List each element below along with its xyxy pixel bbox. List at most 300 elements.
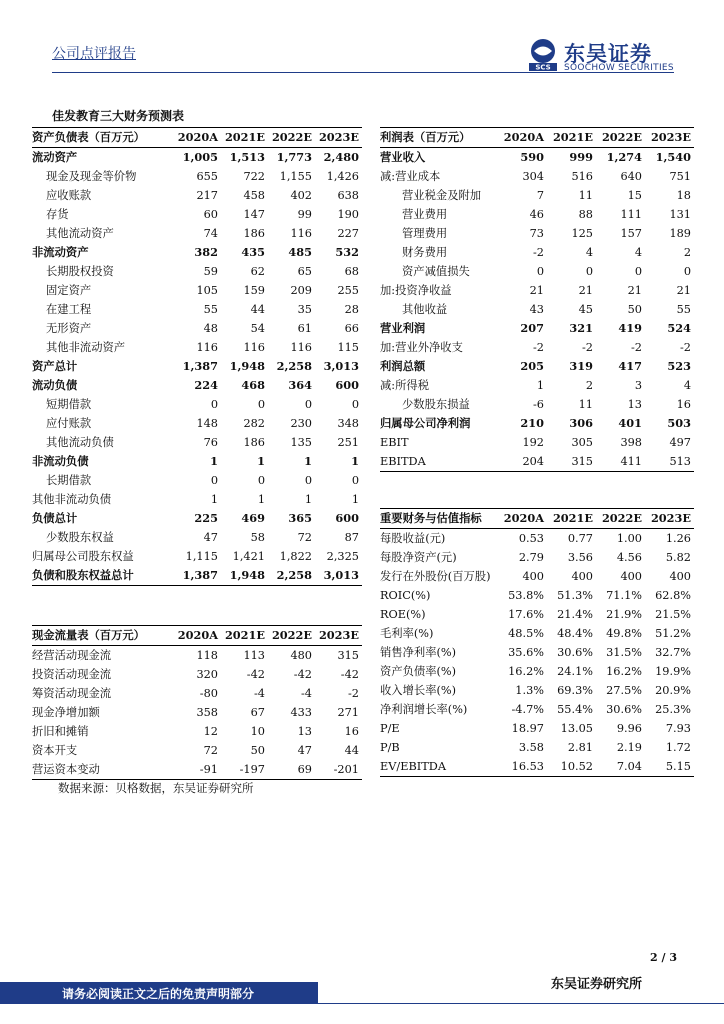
value-cell: 4 — [683, 379, 691, 392]
row-label: P/E — [380, 722, 400, 735]
table-row — [380, 224, 694, 243]
value-cell: -2 — [581, 341, 593, 354]
value-cell: 2.79 — [518, 551, 544, 564]
value-cell: 0 — [304, 398, 312, 411]
value-cell: 18.97 — [511, 722, 544, 735]
table-row — [32, 205, 362, 224]
table-title: 资产负债表（百万元） — [32, 128, 174, 148]
value-cell: 364 — [288, 378, 312, 392]
value-cell: 600 — [335, 511, 359, 525]
row-label: 负债和股东权益总计 — [32, 566, 174, 586]
value-cell: 20.9% — [655, 684, 691, 697]
value-cell: 76 — [203, 436, 218, 449]
row-label: 流动资产 — [32, 150, 78, 164]
table-row — [380, 338, 694, 357]
table-row — [380, 452, 694, 472]
value-cell: 186 — [243, 436, 265, 449]
value-cell: 433 — [290, 706, 312, 719]
row-label: EBITDA — [380, 452, 498, 472]
value-cell: -201 — [315, 760, 362, 780]
table-row — [380, 586, 694, 605]
value-cell: 58 — [250, 531, 265, 544]
balance-sheet-table — [32, 127, 362, 586]
value-cell: 3.56 — [567, 551, 593, 564]
table-row — [32, 300, 362, 319]
table-title: 现金流量表（百万元） — [32, 626, 174, 646]
value-cell: 2 — [585, 379, 593, 392]
table-row — [380, 643, 694, 662]
year-header: 2023E — [315, 626, 362, 646]
value-cell: 135 — [290, 436, 312, 449]
cash-flow-table — [32, 625, 362, 780]
value-cell: 319 — [569, 359, 593, 373]
value-cell: 458 — [243, 189, 265, 202]
value-cell: 30.6% — [606, 703, 642, 716]
row-label: 其他非流动资产 — [46, 341, 126, 354]
value-cell: -42 — [340, 668, 359, 681]
row-label: 归属母公司股东权益 — [32, 550, 134, 563]
table-row — [380, 319, 694, 338]
value-cell: 217 — [196, 189, 218, 202]
table-row — [380, 738, 694, 757]
table-row — [380, 243, 694, 262]
value-cell: 3.58 — [518, 741, 544, 754]
value-cell: 16.2% — [508, 665, 544, 678]
value-cell: 131 — [669, 208, 691, 221]
value-cell: 88 — [578, 208, 593, 221]
value-cell: 1 — [257, 454, 265, 468]
value-cell: 66 — [344, 322, 359, 335]
row-label: 现金及现金等价物 — [46, 170, 137, 183]
row-label: 短期借款 — [46, 398, 92, 411]
value-cell: 69 — [268, 760, 315, 780]
year-header: 2020A — [498, 509, 547, 529]
value-cell: 207 — [520, 321, 544, 335]
value-cell: 590 — [520, 150, 544, 164]
value-cell: 11 — [578, 189, 593, 202]
value-cell: 50 — [627, 303, 642, 316]
value-cell: 30.6% — [557, 646, 593, 659]
value-cell: 16.2% — [606, 665, 642, 678]
row-label: 资本开支 — [32, 744, 78, 757]
value-cell: 116 — [243, 341, 265, 354]
value-cell: 655 — [196, 170, 218, 183]
row-label: 减:所得税 — [380, 379, 429, 392]
value-cell: 111 — [620, 208, 642, 221]
value-cell: 400 — [669, 570, 691, 583]
value-cell: 21.5% — [655, 608, 691, 621]
row-label: 少数股东权益 — [46, 531, 114, 544]
value-cell: 18 — [676, 189, 691, 202]
value-cell: -4 — [300, 687, 312, 700]
row-label: 发行在外股份(百万股) — [380, 570, 491, 583]
table-row — [32, 528, 362, 547]
table-row — [32, 243, 362, 262]
row-label: 营业收入 — [380, 150, 426, 164]
year-header: 2022E — [596, 128, 645, 148]
value-cell: 47 — [203, 531, 218, 544]
table-row — [380, 681, 694, 700]
value-cell: 45 — [578, 303, 593, 316]
value-cell: 400 — [620, 570, 642, 583]
table-row — [380, 205, 694, 224]
value-cell: 1,005 — [182, 150, 218, 164]
row-label: 收入增长率(%) — [380, 684, 457, 697]
value-cell: 28 — [344, 303, 359, 316]
value-cell: 7.93 — [665, 722, 691, 735]
year-header: 2021E — [221, 128, 268, 148]
value-cell: 417 — [618, 359, 642, 373]
value-cell: 157 — [620, 227, 642, 240]
value-cell: 209 — [290, 284, 312, 297]
table-row — [380, 300, 694, 319]
value-cell: 1 — [210, 454, 218, 468]
value-cell: -6 — [532, 398, 544, 411]
row-label: 非流动负债 — [32, 454, 89, 468]
key-indicators-table — [380, 508, 694, 777]
row-label: 在建工程 — [46, 303, 92, 316]
value-cell: 60 — [203, 208, 218, 221]
value-cell: 2 — [683, 246, 691, 259]
value-cell: 1 — [351, 454, 359, 468]
row-label: 其他流动负债 — [46, 436, 114, 449]
value-cell: -4 — [253, 687, 265, 700]
row-label: 毛利率(%) — [380, 627, 434, 640]
value-cell: 304 — [522, 170, 544, 183]
value-cell: 115 — [337, 341, 359, 354]
value-cell: 0.77 — [567, 532, 593, 545]
table-row — [32, 433, 362, 452]
table-row — [32, 509, 362, 528]
row-label: 其他流动资产 — [46, 227, 114, 240]
value-cell: 87 — [344, 531, 359, 544]
header-divider — [52, 72, 674, 73]
value-cell: 72 — [297, 531, 312, 544]
value-cell: 61 — [297, 322, 312, 335]
value-cell: 67 — [250, 706, 265, 719]
row-label: 加:投资净收益 — [380, 284, 452, 297]
row-label: 营运资本变动 — [32, 760, 174, 780]
value-cell: 1 — [257, 493, 265, 506]
value-cell: 9.96 — [616, 722, 642, 735]
value-cell: 1.26 — [665, 532, 691, 545]
table-row — [32, 338, 362, 357]
value-cell: 532 — [335, 245, 359, 259]
value-cell: 469 — [241, 511, 265, 525]
value-cell: 358 — [196, 706, 218, 719]
value-cell: 3 — [634, 379, 642, 392]
row-label: 现金净增加额 — [32, 706, 100, 719]
table-header-row — [32, 128, 362, 148]
row-label: 经营活动现金流 — [32, 649, 112, 662]
row-label: 销售净利率(%) — [380, 646, 457, 659]
value-cell: -91 — [174, 760, 221, 780]
table-row — [380, 262, 694, 281]
value-cell: 44 — [344, 744, 359, 757]
value-cell: 35 — [297, 303, 312, 316]
value-cell: 999 — [569, 150, 593, 164]
value-cell: 348 — [337, 417, 359, 430]
value-cell: 4 — [585, 246, 593, 259]
value-cell: 7.04 — [596, 757, 645, 777]
row-label: 长期股权投资 — [46, 265, 114, 278]
value-cell: 1,948 — [221, 566, 268, 586]
value-cell: 503 — [667, 416, 691, 430]
value-cell: 751 — [669, 170, 691, 183]
value-cell: 74 — [203, 227, 218, 240]
table-header-row — [380, 128, 694, 148]
value-cell: 113 — [243, 649, 265, 662]
value-cell: 255 — [337, 284, 359, 297]
row-label: 应付账款 — [46, 417, 92, 430]
value-cell: 47 — [297, 744, 312, 757]
value-cell: 638 — [337, 189, 359, 202]
value-cell: 55 — [676, 303, 691, 316]
table-row — [380, 148, 694, 168]
row-label: 每股净资产(元) — [380, 551, 457, 564]
row-label: 折旧和摊销 — [32, 725, 89, 738]
value-cell: 1 — [304, 493, 312, 506]
value-cell: 640 — [620, 170, 642, 183]
table-row — [32, 665, 362, 684]
value-cell: 435 — [241, 245, 265, 259]
year-header: 2022E — [268, 128, 315, 148]
value-cell: 1,513 — [229, 150, 265, 164]
value-cell: 50 — [250, 744, 265, 757]
value-cell: 321 — [569, 321, 593, 335]
table-row — [380, 624, 694, 643]
row-label: 其他非流动负债 — [32, 493, 112, 506]
value-cell: 205 — [520, 359, 544, 373]
value-cell: 1,540 — [655, 150, 691, 164]
value-cell: 516 — [571, 170, 593, 183]
value-cell: 400 — [522, 570, 544, 583]
value-cell: 2,325 — [326, 550, 359, 563]
value-cell: 13 — [297, 725, 312, 738]
value-cell: 25.3% — [655, 703, 691, 716]
row-label: 利润总额 — [380, 359, 426, 373]
table-row — [32, 395, 362, 414]
table-row — [32, 148, 362, 168]
row-label: 加:营业外净收支 — [380, 341, 463, 354]
value-cell: -2 — [532, 246, 544, 259]
row-label: 净利润增长率(%) — [380, 703, 468, 716]
value-cell: 13.05 — [560, 722, 593, 735]
value-cell: 192 — [522, 436, 544, 449]
value-cell: -42 — [246, 668, 265, 681]
value-cell: 59 — [203, 265, 218, 278]
logo-name-en: SOOCHOW SECURITIES — [564, 63, 674, 73]
value-cell: 523 — [667, 359, 691, 373]
report-type-label: 公司点评报告 — [52, 46, 136, 62]
value-cell: 411 — [596, 452, 645, 472]
value-cell: 4 — [634, 246, 642, 259]
value-cell: 225 — [194, 511, 218, 525]
value-cell: 227 — [337, 227, 359, 240]
value-cell: 5.82 — [665, 551, 691, 564]
value-cell: 27.5% — [606, 684, 642, 697]
value-cell: 2,480 — [323, 150, 359, 164]
table-row — [32, 262, 362, 281]
value-cell: 116 — [196, 341, 218, 354]
value-cell: 55.4% — [557, 703, 593, 716]
value-cell: 51.3% — [557, 589, 593, 602]
value-cell: 251 — [337, 436, 359, 449]
value-cell: 0 — [351, 474, 359, 487]
footer-institute-name: 东吴证券研究所 — [551, 977, 643, 992]
row-label: 其他收益 — [402, 303, 448, 316]
value-cell: -42 — [293, 668, 312, 681]
row-label: 减:营业成本 — [380, 170, 441, 183]
value-cell: 419 — [618, 321, 642, 335]
value-cell: 53.8% — [508, 589, 544, 602]
value-cell: 320 — [196, 668, 218, 681]
value-cell: -2 — [347, 687, 359, 700]
value-cell: 1.00 — [616, 532, 642, 545]
row-label: 应收账款 — [46, 189, 92, 202]
value-cell: 1,421 — [232, 550, 265, 563]
value-cell: 21 — [578, 284, 593, 297]
value-cell: 0 — [257, 474, 265, 487]
data-source-note: 数据来源：贝格数据，东吴证券研究所 — [58, 781, 254, 795]
value-cell: 48.5% — [508, 627, 544, 640]
value-cell: 0.53 — [518, 532, 544, 545]
value-cell: 31.5% — [606, 646, 642, 659]
value-cell: 51.2% — [655, 627, 691, 640]
value-cell: 722 — [243, 170, 265, 183]
value-cell: 271 — [337, 706, 359, 719]
year-header: 2021E — [547, 128, 596, 148]
value-cell: 147 — [243, 208, 265, 221]
row-label: 资产总计 — [32, 359, 78, 373]
table-row — [380, 414, 694, 433]
value-cell: 315 — [337, 649, 359, 662]
table-row — [380, 167, 694, 186]
value-cell: 306 — [569, 416, 593, 430]
value-cell: 16.53 — [498, 757, 547, 777]
year-header: 2022E — [268, 626, 315, 646]
row-label: 资产减值损失 — [402, 265, 470, 278]
row-label: 非流动资产 — [32, 245, 89, 259]
row-label: 资产负债率(%) — [380, 665, 457, 678]
value-cell: 230 — [290, 417, 312, 430]
table-row — [32, 684, 362, 703]
value-cell: 99 — [297, 208, 312, 221]
value-cell: 401 — [618, 416, 642, 430]
table-row — [380, 567, 694, 586]
value-cell: 73 — [529, 227, 544, 240]
year-header: 2023E — [315, 128, 362, 148]
value-cell: 16 — [676, 398, 691, 411]
value-cell: 4.56 — [616, 551, 642, 564]
value-cell: 125 — [571, 227, 593, 240]
table-row — [32, 281, 362, 300]
table-row — [380, 357, 694, 376]
table-row — [32, 452, 362, 471]
value-cell: -2 — [630, 341, 642, 354]
value-cell: -2 — [532, 341, 544, 354]
value-cell: 71.1% — [606, 589, 642, 602]
value-cell: 1,274 — [606, 150, 642, 164]
value-cell: 21.4% — [557, 608, 593, 621]
table-row — [32, 741, 362, 760]
value-cell: 1,387 — [174, 566, 221, 586]
value-cell: 398 — [620, 436, 642, 449]
value-cell: 305 — [571, 436, 593, 449]
company-logo — [526, 38, 686, 74]
table-row — [32, 319, 362, 338]
value-cell: 17.6% — [508, 608, 544, 621]
logo-mark-icon — [526, 38, 560, 72]
table-row — [32, 722, 362, 741]
value-cell: 1,387 — [182, 359, 218, 373]
table-row — [32, 490, 362, 509]
value-cell: 189 — [669, 227, 691, 240]
value-cell: 204 — [498, 452, 547, 472]
value-cell: 497 — [669, 436, 691, 449]
value-cell: 3,013 — [315, 566, 362, 586]
table-row — [380, 700, 694, 719]
value-cell: 1.3% — [515, 684, 544, 697]
value-cell: 48 — [203, 322, 218, 335]
row-label: 投资活动现金流 — [32, 668, 112, 681]
value-cell: 2,258 — [276, 359, 312, 373]
value-cell: 1.72 — [665, 741, 691, 754]
year-header: 2020A — [174, 626, 221, 646]
value-cell: 2,258 — [268, 566, 315, 586]
table-header-row — [32, 626, 362, 646]
table-row — [32, 376, 362, 395]
value-cell: 35.6% — [508, 646, 544, 659]
value-cell: 159 — [243, 284, 265, 297]
value-cell: 0 — [210, 398, 218, 411]
value-cell: 105 — [196, 284, 218, 297]
year-header: 2021E — [221, 626, 268, 646]
value-cell: 1,773 — [276, 150, 312, 164]
value-cell: -2 — [679, 341, 691, 354]
table-row — [380, 433, 694, 452]
value-cell: 365 — [288, 511, 312, 525]
row-label: ROIC(%) — [380, 589, 431, 602]
value-cell: 62.8% — [655, 589, 691, 602]
value-cell: 224 — [194, 378, 218, 392]
value-cell: 524 — [667, 321, 691, 335]
page-title: 佳发教育三大财务预测表 — [52, 109, 185, 123]
value-cell: 1 — [304, 454, 312, 468]
value-cell: 1,115 — [185, 550, 218, 563]
table-row — [32, 760, 362, 780]
table-row — [380, 719, 694, 738]
income-statement-table — [380, 127, 694, 472]
table-row — [380, 757, 694, 777]
value-cell: 54 — [250, 322, 265, 335]
value-cell: 1 — [210, 493, 218, 506]
table-row — [32, 566, 362, 586]
table-row — [380, 281, 694, 300]
row-label: 长期借款 — [46, 474, 92, 487]
value-cell: 49.8% — [606, 627, 642, 640]
value-cell: 118 — [196, 649, 218, 662]
value-cell: 0 — [304, 474, 312, 487]
value-cell: 11 — [578, 398, 593, 411]
value-cell: 2.81 — [567, 741, 593, 754]
table-row — [32, 186, 362, 205]
value-cell: 12 — [203, 725, 218, 738]
value-cell: 0 — [210, 474, 218, 487]
value-cell: 2.19 — [616, 741, 642, 754]
table-row — [32, 471, 362, 490]
table-row — [380, 605, 694, 624]
